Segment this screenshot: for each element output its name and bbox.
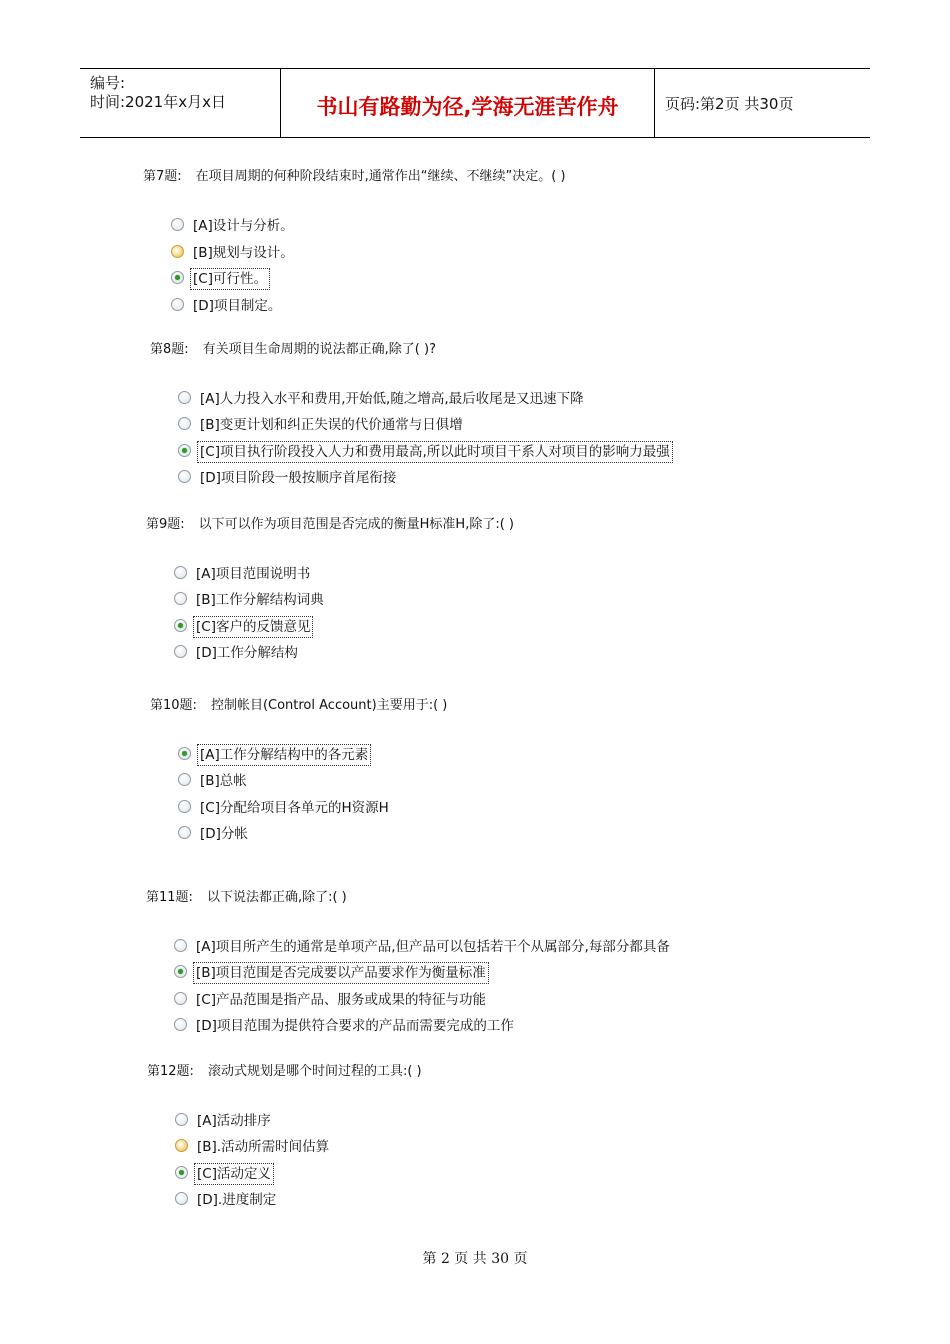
header-info-cell <box>80 69 281 137</box>
option-label[interactable]: [D].进度制定 <box>197 1192 277 1208</box>
question-7-title <box>143 165 566 184</box>
radio-button[interactable] <box>178 773 191 786</box>
radio-button[interactable] <box>175 1192 188 1205</box>
option-label[interactable]: [A]人力投入水平和费用,开始低,随之增高,最后收尾是又迅速下降 <box>200 391 584 407</box>
motto-text: 书山有路勤为径,学海无涯苦作舟 <box>316 95 619 119</box>
option-label[interactable]: [C]可行性。 <box>193 271 267 287</box>
radio-button-selected[interactable] <box>178 747 191 760</box>
question-11-title <box>146 886 347 905</box>
option-label[interactable]: [D]项目制定。 <box>193 298 282 314</box>
option-label[interactable]: [B]规划与设计。 <box>193 245 294 261</box>
date-label: 时间:2021年x月x日 <box>90 93 226 111</box>
radio-button[interactable] <box>175 1139 188 1152</box>
question-number: 第9题: <box>146 517 185 532</box>
question-number: 第12题: <box>147 1064 194 1079</box>
question-12-title <box>147 1060 422 1079</box>
question-text: 在项目周期的何种阶段结束时,通常作出“继续、不继续”决定。( ) <box>195 169 566 184</box>
option-label[interactable]: [A]设计与分析。 <box>193 218 294 234</box>
question-number: 第11题: <box>146 890 193 905</box>
radio-button[interactable] <box>178 417 191 430</box>
radio-button[interactable] <box>175 1113 188 1126</box>
radio-button-selected[interactable] <box>174 965 187 978</box>
radio-button-selected[interactable] <box>174 619 187 632</box>
radio-button-selected[interactable] <box>178 444 191 457</box>
option-label[interactable]: [B]工作分解结构词典 <box>196 592 324 608</box>
option-label[interactable]: [B]变更计划和纠正失误的代价通常与日俱增 <box>200 417 463 433</box>
option-label[interactable]: [C]客户的反馈意见 <box>196 619 311 635</box>
question-number: 第10题: <box>150 698 197 713</box>
radio-button[interactable] <box>174 939 187 952</box>
radio-button[interactable] <box>171 218 184 231</box>
radio-button[interactable] <box>178 391 191 404</box>
radio-button[interactable] <box>174 645 187 658</box>
question-text: 滚动式规划是哪个时间过程的工具:( ) <box>207 1064 422 1079</box>
page-label: 页码:第2页 共30页 <box>665 95 794 113</box>
option-label[interactable]: [D]项目阶段一般按顺序首尾衔接 <box>200 470 397 486</box>
option-label[interactable]: [A]项目范围说明书 <box>196 566 311 582</box>
radio-button-selected[interactable] <box>171 271 184 284</box>
question-number: 第8题: <box>150 342 189 357</box>
option-label[interactable]: [B].活动所需时间估算 <box>197 1139 330 1155</box>
radio-button[interactable] <box>174 592 187 605</box>
option-label[interactable]: [D]项目范围为提供符合要求的产品而需要完成的工作 <box>196 1018 514 1034</box>
question-number: 第7题: <box>143 169 182 184</box>
question-8-title <box>150 338 436 357</box>
option-label[interactable]: [B]项目范围是否完成要以产品要求作为衡量标准 <box>196 965 486 981</box>
radio-button[interactable] <box>171 298 184 311</box>
header-page-cell <box>655 69 870 137</box>
option-label[interactable]: [C]项目执行阶段投入人力和费用最高,所以此时项目干系人对项目的影响力最强 <box>200 444 670 460</box>
header-motto-cell <box>281 69 655 137</box>
option-label[interactable]: [B]总帐 <box>200 773 247 789</box>
page-footer: 第 2 页 共 30 页 <box>422 1251 528 1267</box>
question-text: 控制帐目(Control Account)主要用于:( ) <box>210 698 448 713</box>
q11-option-a[interactable] <box>174 937 714 957</box>
option-label[interactable]: [A]活动排序 <box>197 1113 271 1129</box>
option-label[interactable]: [A]项目所产生的通常是单项产品,但产品可以包括若干个从属部分,每部分都具备 <box>196 939 670 955</box>
option-label[interactable]: [D]工作分解结构 <box>196 645 298 661</box>
option-label[interactable]: [C]分配给项目各单元的H资源H <box>200 800 389 816</box>
radio-button[interactable] <box>171 245 184 258</box>
option-label[interactable]: [C]产品范围是指产品、服务或成果的特征与功能 <box>196 992 486 1008</box>
option-label[interactable]: [C]活动定义 <box>197 1166 271 1182</box>
question-9-title <box>146 513 514 532</box>
option-label[interactable]: [D]分帐 <box>200 826 248 842</box>
document-header <box>80 68 870 138</box>
question-text: 有关项目生命周期的说法都正确,除了( )? <box>202 342 436 357</box>
question-10-title <box>150 694 447 713</box>
radio-button-selected[interactable] <box>175 1166 188 1179</box>
radio-button[interactable] <box>178 800 191 813</box>
radio-button[interactable] <box>174 566 187 579</box>
radio-button[interactable] <box>174 992 187 1005</box>
option-label[interactable]: [A]工作分解结构中的各元素 <box>200 747 369 763</box>
serial-label: 编号: <box>90 74 126 92</box>
question-text: 以下说法都正确,除了:( ) <box>206 890 347 905</box>
question-text: 以下可以作为项目范围是否完成的衡量H标准H,除了:( ) <box>198 517 514 532</box>
radio-button[interactable] <box>174 1018 187 1031</box>
radio-button[interactable] <box>178 826 191 839</box>
radio-button[interactable] <box>178 470 191 483</box>
